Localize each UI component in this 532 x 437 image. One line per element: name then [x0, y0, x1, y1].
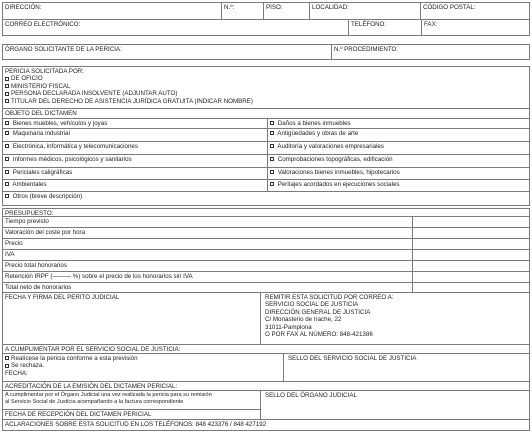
objeto-right-5[interactable] [267, 168, 530, 180]
objeto-left-6[interactable] [2, 180, 268, 192]
piso-label: PISO: [266, 4, 283, 11]
presupuesto-row-text: IVA [5, 251, 15, 258]
checkbox-icon[interactable] [270, 182, 274, 186]
checkbox-icon[interactable] [270, 131, 274, 135]
cumplimentar-option-label: Se rechaza. [11, 362, 45, 370]
correo-label: CORREO ELECTRÓNICO: [5, 21, 81, 28]
acreditacion-title [2, 382, 530, 391]
pericia-option-1[interactable] [5, 75, 527, 82]
objeto-label: Informes médicos, psicológicos y sanitarios [12, 156, 132, 163]
localidad-label: LOCALIDAD: [312, 4, 349, 11]
checkbox-icon[interactable] [5, 364, 9, 368]
objeto-left-1[interactable] [2, 119, 268, 129]
sello-servicio-label: SELLO DEL SERVICIO SOCIAL DE JUSTICIA [288, 355, 417, 362]
organo-field[interactable] [2, 44, 332, 60]
footer-text: ACLARACIONES SOBRE ESTA SOLICITUD EN LOS TELÉFONOS: 848 423376 / 848 427192 [5, 421, 267, 428]
sello-organo-box[interactable] [260, 391, 530, 420]
sello-servicio-box[interactable] [283, 354, 530, 382]
objeto-label: Auditoría y valoraciones empresariales [277, 143, 385, 150]
objeto-left-4[interactable] [2, 155, 268, 168]
remitir-line: REMITIR ESTA SOLICITUD POR CORREO A: [265, 294, 394, 301]
objeto-right-4[interactable] [267, 155, 530, 168]
objeto-label: Comprobaciones topográficas, edificación [277, 156, 393, 163]
cumplimentar-option-label: Realícese la pericia conforme a esta previsión [11, 355, 138, 362]
objeto-label: Valoraciones bienes inmuebles, hipotecarios [277, 169, 400, 176]
acreditacion-instructions [2, 391, 261, 410]
presupuesto-value[interactable] [412, 228, 530, 239]
localidad-field[interactable] [309, 2, 421, 20]
presupuesto-value[interactable] [412, 250, 530, 261]
objeto-title-text: OBJETO DEL DICTAMEN [5, 110, 77, 117]
pericia-option-label: DE OFICIO [11, 75, 43, 83]
judicial-expert-form [2, 2, 530, 433]
checkbox-icon[interactable] [5, 194, 9, 198]
presupuesto-value[interactable] [412, 283, 530, 293]
acreditacion-text: A cumplimentar por el Órgano Judicial una vez realizada la pericia para su remisión [5, 392, 212, 398]
checkbox-icon[interactable] [270, 144, 274, 148]
correo-field[interactable] [2, 20, 349, 36]
telefono-field[interactable] [348, 20, 422, 36]
objeto-title [2, 109, 530, 119]
objeto-label: Ambientales [12, 181, 47, 188]
checkbox-icon[interactable] [5, 356, 9, 360]
presupuesto-row-text: Total neto de honorarios [5, 284, 72, 291]
remitir-box [260, 293, 530, 345]
objeto-left-3[interactable] [2, 142, 268, 155]
presupuesto-row-label [2, 228, 413, 239]
sello-organo-label: SELLO DEL ÓRGANO JUDICIAL [265, 392, 357, 399]
checkbox-icon[interactable] [5, 170, 9, 174]
presupuesto-row-label [2, 272, 413, 283]
footer-aclaraciones [2, 420, 530, 431]
presupuesto-value[interactable] [412, 239, 530, 250]
objeto-label: Daños a bienes inmuebles [277, 120, 351, 127]
cumplimentar-option-2[interactable] [5, 362, 281, 369]
fecha-recepcion-label: FECHA DE RECEPCIÓN DEL DICTAMEN PERICIAL [5, 411, 152, 418]
pericia-title: PERICIA SOLICITADA POR: [5, 68, 84, 75]
procedimiento-field[interactable] [331, 44, 530, 60]
objeto-label: Antigüedades y obras de arte [277, 130, 359, 137]
checkbox-icon[interactable] [5, 84, 9, 88]
acreditacion-title-text: ACREDITACIÓN DE LA EMISIÓN DEL DICTAMEN PERICIAL: [5, 383, 178, 390]
acreditacion-text: al Servicio Social de Justicia acompañando a la factura correspondiente [5, 398, 184, 405]
objeto-right-2[interactable] [267, 129, 530, 142]
remitir-line: DIRECCIÓN GENERAL DE JUSTICIA [265, 308, 371, 316]
objeto-right-1[interactable] [267, 119, 530, 129]
numero-field[interactable] [221, 2, 264, 20]
checkbox-icon[interactable] [5, 182, 9, 186]
checkbox-icon[interactable] [270, 121, 274, 125]
objeto-left-5[interactable] [2, 168, 268, 180]
presupuesto-value[interactable] [412, 261, 530, 272]
checkbox-icon[interactable] [5, 144, 9, 148]
cumplimentar-options [2, 354, 284, 382]
presupuesto-value[interactable] [412, 272, 530, 283]
checkbox-icon[interactable] [270, 170, 274, 174]
numero-label: N.º: [224, 4, 235, 11]
checkbox-icon[interactable] [5, 157, 9, 161]
presupuesto-row-text: Tiempo previsto [5, 218, 49, 225]
presupuesto-row-text: Precio [5, 240, 23, 247]
presupuesto-row-text: Retención IRPF (——— %) sobre el precio de los honorarios sin IVA [5, 273, 193, 280]
direccion-field[interactable] [2, 2, 222, 20]
codigo-postal-label: CÓDIGO POSTAL: [423, 4, 476, 11]
presupuesto-title-text: PRESUPUESTO: [5, 210, 54, 217]
codigo-postal-field[interactable] [420, 2, 530, 20]
pericia-option-2[interactable] [5, 83, 527, 90]
remitir-line: SERVICIO SOCIAL DE JUSTICIA [265, 301, 359, 309]
remitir-line: 31011-Pamplona [265, 323, 312, 331]
objeto-right-6[interactable] [267, 180, 530, 192]
procedimiento-label: N.º PROCEDIMIENTO: [334, 46, 399, 53]
objeto-label: Maquinaria industrial [12, 130, 70, 137]
presupuesto-row-label [2, 239, 413, 250]
piso-field[interactable] [263, 2, 310, 20]
cumplimentar-title [2, 345, 530, 354]
telefono-label: TELÉFONO: [351, 21, 387, 28]
cumplimentar-title-text: A CUMPLIMENTAR POR EL SERVICIO SOCIAL DE JUSTICIA: [5, 346, 181, 353]
fax-label: FAX: [424, 21, 438, 28]
pericia-option-label: MINISTERIO FISCAL [11, 82, 71, 90]
checkbox-icon[interactable] [5, 121, 9, 125]
cumplimentar-fecha: FECHA: [5, 369, 28, 377]
objeto-label: Electrónica, informática y telecomunicaciones [12, 143, 138, 150]
organo-label: ÓRGANO SOLICITANTE DE LA PERICIA: [5, 46, 122, 53]
pericia-option-label: PERSONA DECLARADA INSOLVENTE (ADJUNTAR AUTO) [11, 90, 178, 98]
pericia-option-4[interactable] [5, 98, 527, 105]
objeto-label: Peritajes acordados en ejecuciones sociales [277, 181, 400, 188]
objeto-right-3[interactable] [267, 142, 530, 155]
objeto-label: Periciales caligráficas [12, 169, 73, 176]
pericia-section [2, 66, 530, 109]
cumplimentar-option-1[interactable] [5, 355, 281, 362]
presupuesto-row-label [2, 261, 413, 272]
objeto-left-7[interactable] [2, 192, 530, 206]
presupuesto-row-label [2, 283, 413, 293]
remitir-line: O POR FAX AL NÚMERO: 848-421386 [265, 331, 373, 339]
firma-perito-box[interactable] [2, 293, 261, 345]
checkbox-icon[interactable] [5, 92, 9, 96]
pericia-option-3[interactable] [5, 90, 527, 97]
presupuesto-row-label [2, 217, 413, 228]
presupuesto-row-label [2, 250, 413, 261]
checkbox-icon[interactable] [5, 131, 9, 135]
objeto-left-2[interactable] [2, 129, 268, 142]
pericia-option-label: TITULAR DEL DERECHO DE ASISTENCIA JURÍDICA GRATUITA (INDICAR NOMBRE) [11, 97, 253, 105]
checkbox-icon[interactable] [5, 99, 9, 103]
firma-perito-label: FECHA Y FIRMA DEL PERITO JUDICIAL [5, 294, 120, 301]
presupuesto-row-text: Precio total honorarios [5, 262, 67, 269]
presupuesto-value[interactable] [412, 217, 530, 228]
presupuesto-title [2, 208, 530, 217]
remitir-line: C/ Monasterio de Irache, 22 [265, 316, 342, 324]
objeto-label: Bienes muebles, vehículos y joyas [12, 120, 108, 127]
presupuesto-row-text: Valoración del coste por hora [5, 229, 86, 236]
fecha-recepcion-field[interactable] [2, 410, 261, 420]
fax-field[interactable] [421, 20, 530, 36]
checkbox-icon[interactable] [5, 77, 9, 81]
checkbox-icon[interactable] [270, 157, 274, 161]
objeto-label: Otros (breve descripción) [12, 193, 83, 200]
direccion-label: DIRECCIÓN: [5, 4, 42, 11]
